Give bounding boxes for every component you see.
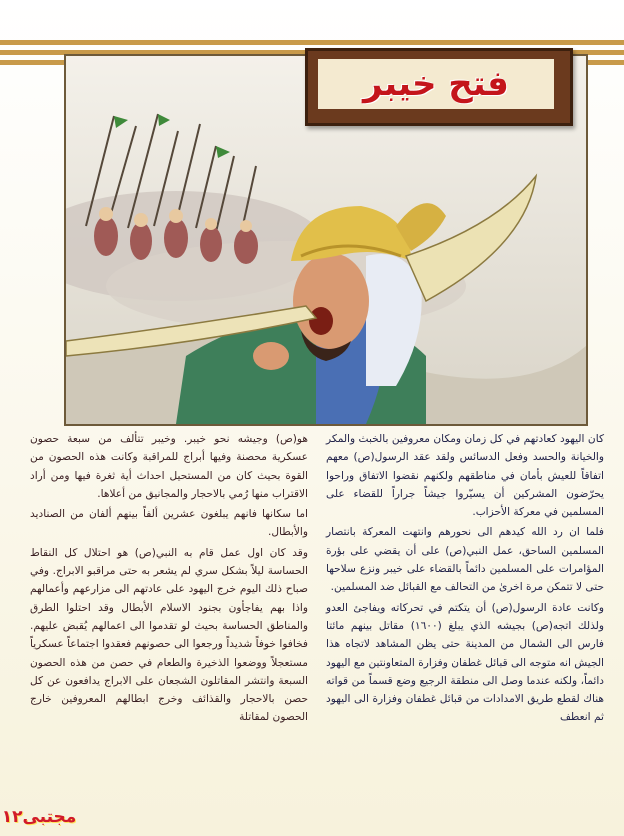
paragraph: هو(ص) وجيشه نحو خيبر. وخيبر تتألف من سبعة حصون عسكرية محصنة وفيها أبراج للمراقبة وكانت هذه الحصون من القوة بحيث كان من المستحيل احداث أية ثغرة فيها ومن أراد الاقتراب منها رُمي بالاحجار والمجانيق من أعلاها. xyxy=(30,433,308,500)
page-number: ١٢ xyxy=(1,807,23,827)
magazine-name: مجتبى xyxy=(22,807,77,827)
paragraph: اما سكانها فانهم يبلغون عشرين ألفاً بينهم ألفان من الصناديد والأبطال. xyxy=(30,508,308,539)
article-title: فتح خيبر xyxy=(363,64,509,104)
text-column-right xyxy=(326,430,604,727)
paragraph: وقد كان اول عمل قام به النبي(ص) هو احتلال كل النقاط الحساسة ليلاً بشكل سري لم يشعر به حتى مراقبو الابراج. وفي صباح ذلك اليوم خرج اليهود على عادتهم الى مزارعهم وأعمالهم واذا بهم يفاجأون بجنود الاسلام الأبطال وقد احتلوا الطرق والمناطق الحساسة بحيث لو تقدموا الى اعمالهم يُقبض عليهم. فخافوا خوفاً شديداً ورجعوا الى حصونهم فعقدوا اجتماعاً عسكرياً مستعجلاً ووضعوا الذخيرة والطعام في حصن من هذه الحصون السبعة وانتشر المقاتلون الشجعان على الابراج يدافعون عن كل حصن بالاحجار والقذائف وخرج ابطالهم المعروفين خارج الحصون لمقاتلة xyxy=(30,546,308,724)
paragraph: كان اليهود كعادتهم في كل زمان ومكان معروفين بالخبث والمكر والخيانة والحسد وفعل الدسائس ولقد عقد الرسول(ص) معهم اتفاقاً للعيش بأمان في مناطقهم ولكنهم نقضوا الاتفاق وراحوا يحرّضون المشركين أن يسيّروا جيشاً جراراً للقضاء على المسلمين في معركة الأحزاب. xyxy=(326,433,604,519)
paragraph: فلما ان رد الله كيدهم الى نحورهم وانتهت المعركة بانتصار المسلمين الساحق، عمل النبي(ص) على أن يقضي على بؤرة المؤامرات على المسلمين دائماً بالقضاء على خيبر ونزع سلاحها حتى لا تتمكن مرة اخرىٰ من التحالف مع القبائل ضد المسلمين. xyxy=(326,526,604,594)
stripe xyxy=(0,40,624,45)
paragraph: وكانت عادة الرسول(ص) أن يتكتم في تحركاته ويفاجئ العدو ولذلك اتجه(ص) بجيشه الذي يبلغ (١٦٠٠) مقاتل بينهم مائتا فارس الى الشمال من المدينة حتى يظن المشاهد لاتجاه هذا الجيش انه متوجه الى قبائل غطفان وفزارة المتعاونتين مع اليهود دائماً، ولكنه عندما وصل الى منطقة الرجيع وضع قسماً من قواته هناك لقطع طريق الامدادات من قبائل غطفان وفزارة الى اليهود ثم انعطف xyxy=(326,601,604,724)
title-inner xyxy=(318,59,554,109)
title-box xyxy=(305,48,573,126)
magazine-logo xyxy=(1,802,77,832)
text-column-left xyxy=(30,430,308,727)
